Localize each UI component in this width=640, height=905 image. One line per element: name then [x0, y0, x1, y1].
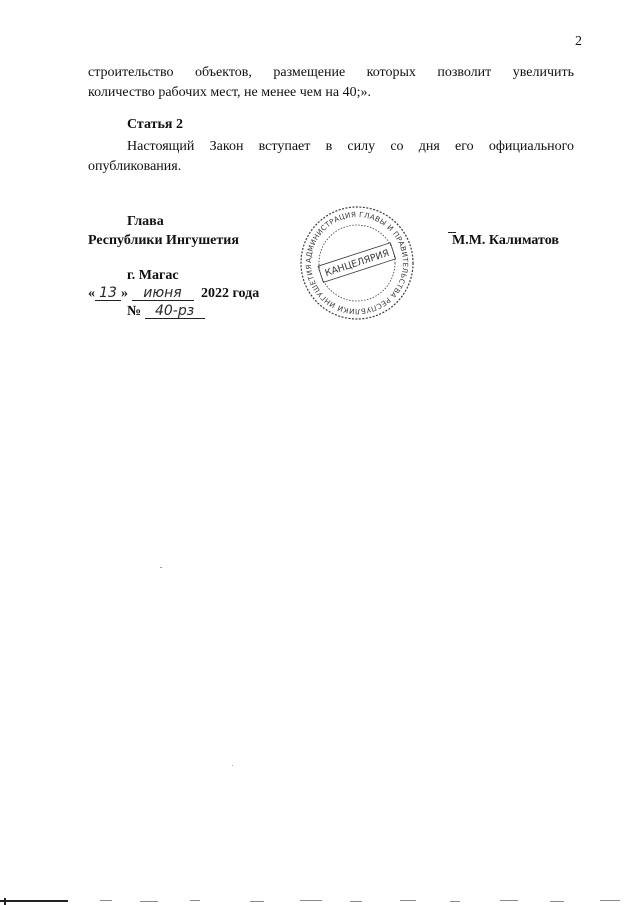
- official-stamp: [298, 204, 416, 322]
- number-value: 40-рз: [145, 304, 205, 319]
- signature-mark: [448, 232, 456, 241]
- article-heading: Статья 2: [127, 117, 183, 132]
- date-day: 13: [95, 286, 121, 301]
- stamp-ring-text: АДМИНИСТРАЦИЯ ГЛАВЫ И ПРАВИТЕЛЬСТВА РЕСПУБЛИКИ ИНГУШЕТИЯ: [303, 209, 411, 317]
- date-line: [88, 286, 259, 302]
- stamp-center-text: КАНЦЕЛЯРИЯ: [323, 247, 391, 280]
- article-text: [88, 137, 574, 177]
- date-year: 2022 года: [201, 286, 260, 301]
- signatory-title-line-1: Глава: [127, 214, 164, 229]
- scan-artifact-dot: [232, 765, 233, 766]
- date-open-quote: «: [88, 286, 95, 301]
- date-close-quote: »: [121, 286, 128, 301]
- signatory-name: М.М. Калиматов: [452, 233, 559, 248]
- scan-artifact-dot: [160, 567, 162, 568]
- paragraph-continuation: [88, 63, 574, 103]
- signatory-title-line-2: Республики Ингушетия: [88, 233, 239, 248]
- document-number-line: [127, 304, 205, 320]
- article-line-2: опубликования.: [88, 159, 182, 174]
- city: г. Магас: [127, 268, 179, 283]
- date-month: июня: [132, 286, 194, 301]
- page-number: 2: [575, 34, 582, 49]
- article-line-1: Настоящий Закон вступает в силу со дня его официального: [127, 139, 574, 154]
- paragraph-line-2: количество рабочих мест, не менее чем на 40;».: [88, 85, 371, 100]
- scan-bottom-edge: [0, 898, 640, 905]
- number-label: №: [127, 304, 142, 319]
- paragraph-line-1: строительство объектов, размещение которых позволит увеличить: [88, 65, 574, 80]
